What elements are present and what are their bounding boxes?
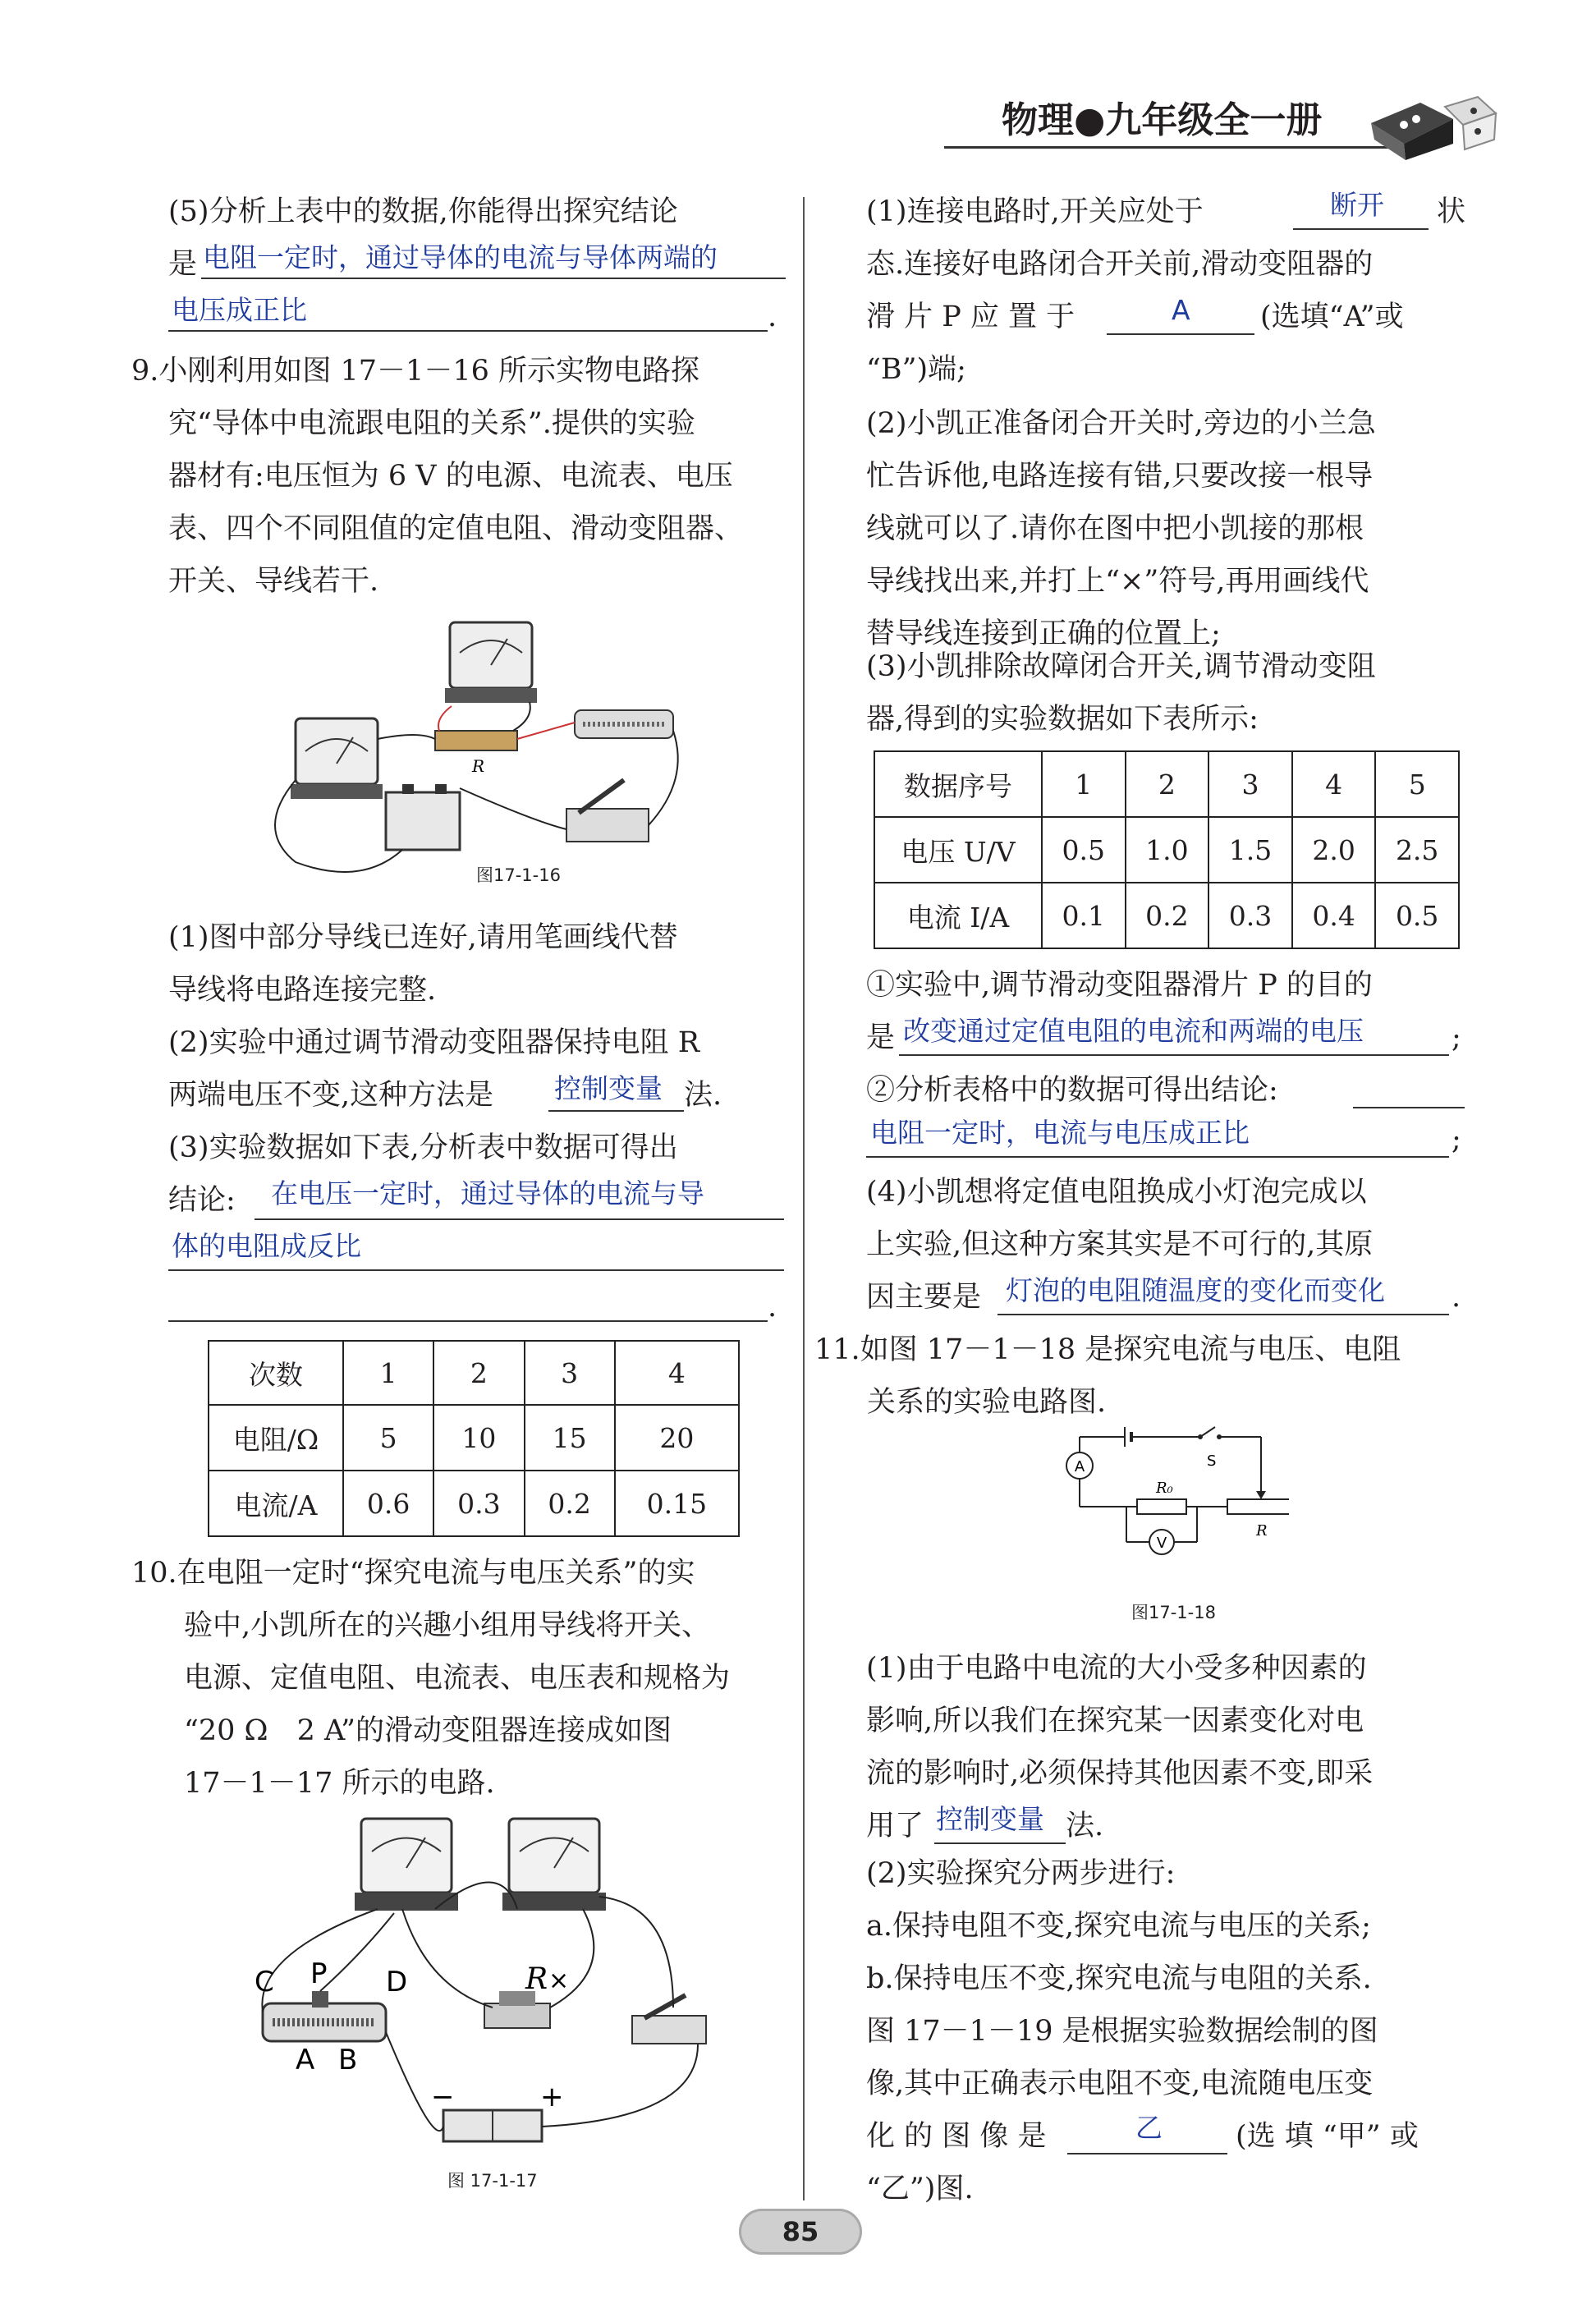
table-cell: 4 xyxy=(615,1341,739,1405)
q9-p3-answer-1: 在电压一定时，通过导体的电流与导 xyxy=(271,1177,704,1209)
q10-line-3: 电源、定值电阻、电流表、电压表和规格为 xyxy=(184,1662,731,1695)
q10-3-line-1: (3)小凯排除故障闭合开关,调节滑动变阻 xyxy=(866,650,1376,683)
q10-4-end: . xyxy=(1452,1281,1461,1314)
table-cell: 0.3 xyxy=(433,1471,524,1536)
table-cell: 电阻/Ω xyxy=(209,1405,343,1471)
q9-line-5: 开关、导线若干. xyxy=(168,565,379,598)
q9-p1-line2: 导线将电路连接完整. xyxy=(168,974,437,1007)
label-r: R xyxy=(525,1962,548,1996)
table-row xyxy=(209,1471,739,1536)
page-number-badge xyxy=(739,2209,862,2255)
q10-3-text xyxy=(866,640,1376,746)
table-cell: 0.6 xyxy=(343,1471,433,1536)
label-ammeter: A xyxy=(1074,1458,1085,1475)
table-cell: 次数 xyxy=(209,1341,343,1405)
q11-line-2: 关系的实验电路图. xyxy=(867,1386,1107,1419)
table-cell: 电压 U/V xyxy=(874,817,1042,883)
label-b: B xyxy=(338,2044,358,2076)
q11-p1 xyxy=(866,1642,1373,1800)
q9-line-2: 究“导体中电流跟电阻的关系”.提供的实验 xyxy=(168,407,695,440)
table-row xyxy=(874,883,1459,948)
label-d: D xyxy=(386,1966,408,1998)
table-cell: 2.5 xyxy=(1375,817,1459,883)
table-cell: 数据序号 xyxy=(874,751,1042,817)
q10-data-table xyxy=(874,750,1460,949)
q8-5-prefix: 是 xyxy=(168,248,198,281)
label-p: P xyxy=(310,1957,328,1990)
q10-1-line2: 态.连接好电路闭合开关前,滑动变阻器的 xyxy=(866,248,1374,281)
table-cell: 10 xyxy=(433,1405,524,1471)
q10-3-q1-end: ; xyxy=(1452,1021,1461,1054)
table-cell: 4 xyxy=(1292,751,1376,817)
q10-4-prefix: 因主要是 xyxy=(866,1281,982,1314)
q11-line-1: 11.如图 17－1－18 是探究电流与电压、电阻 xyxy=(814,1333,1401,1366)
table-row xyxy=(209,1405,739,1471)
q9-p3-end: . xyxy=(768,1291,777,1324)
header-title: 物理●九年级全一册 xyxy=(1002,99,1323,141)
header xyxy=(944,82,1535,156)
table-cell: 3 xyxy=(1208,751,1292,817)
table-cell: 2.0 xyxy=(1292,817,1376,883)
label-a: A xyxy=(296,2044,315,2076)
q10-4-line-1: (4)小凯想将定值电阻换成小灯泡完成以 xyxy=(866,1176,1367,1209)
figure-17-1-16-caption: 图17-1-16 xyxy=(476,865,561,885)
q9-stem xyxy=(131,345,743,608)
figure-17-1-16-label-r: R xyxy=(472,756,485,776)
q11-p2-answer: 乙 xyxy=(1135,2112,1163,2144)
q10-line-1: 10.在电阻一定时“探究电流与电压关系”的实 xyxy=(131,1557,695,1590)
q10-3-q1-line: ①实验中,调节滑动变阻器滑片 P 的目的 xyxy=(866,969,1373,1002)
q9-p2-line1: (2)实验中通过调节滑动变阻器保持电阻 R xyxy=(168,1026,700,1059)
q11-p2-line-5: 像,其中正确表示电阻不变,电流随电压变 xyxy=(866,2067,1374,2100)
table-cell: 1.5 xyxy=(1208,817,1292,883)
q11-p2-line-1: (2)实验探究分两步进行: xyxy=(866,1857,1176,1890)
cross-mark-icon: × xyxy=(548,1966,570,1995)
rheostat-symbol xyxy=(1227,1499,1289,1514)
column-divider xyxy=(803,197,805,2200)
switch-symbol xyxy=(1200,1427,1215,1437)
label-minus: − xyxy=(431,2081,455,2113)
q11-p2-prefix: 化 的 图 像 是 xyxy=(866,2120,1047,2153)
figure-17-1-17 xyxy=(238,1806,747,2168)
table-cell: 2 xyxy=(1126,751,1209,817)
q11-p1-answer: 控制变量 xyxy=(936,1803,1044,1835)
q10-2-text xyxy=(866,397,1376,660)
table-cell: 电流 I/A xyxy=(874,883,1042,948)
q11-p2-line-4: 图 17－1－19 是根据实验数据绘制的图 xyxy=(866,2015,1378,2048)
q9-data-table xyxy=(208,1340,740,1537)
label-rheostat: R xyxy=(1256,1522,1268,1540)
q10-line-2: 验中,小凯所在的兴趣小组用导线将开关、 xyxy=(184,1609,711,1642)
q8-5-end: . xyxy=(768,301,777,333)
q11-p2-last: “乙”)图. xyxy=(866,2173,974,2205)
q10-stem xyxy=(131,1547,730,1810)
q9-p2-prefix: 两端电压不变,这种方法是 xyxy=(168,1079,494,1112)
figure-17-1-18-caption: 图17-1-18 xyxy=(1131,1603,1216,1622)
switch-image xyxy=(566,780,649,842)
table-row xyxy=(209,1341,739,1405)
q10-3-q1-prefix: 是 xyxy=(866,1021,896,1054)
table-cell: 0.15 xyxy=(615,1471,739,1536)
q10-3-q2-answer-line0 xyxy=(1353,1107,1465,1108)
table-cell: 5 xyxy=(1375,751,1459,817)
q8-5-answer-1: 电阻一定时，通过导体的电流与导体两端的 xyxy=(203,241,718,273)
q9-line-4: 表、四个不同阻值的定值电阻、滑动变阻器、 xyxy=(168,512,744,545)
rheostat-image xyxy=(263,1991,386,2041)
q10-4-answer: 灯泡的电阻随温度的变化而变化 xyxy=(1006,1274,1385,1306)
q9-p1-line1: (1)图中部分导线已连好,请用笔画线代替 xyxy=(168,921,678,954)
q11-p1-line-1: (1)由于电路中电流的大小受多种因素的 xyxy=(866,1652,1367,1685)
table-cell: 1.0 xyxy=(1126,817,1209,883)
resistor-image xyxy=(435,731,517,750)
q10-1-line4: “B”)端; xyxy=(866,353,966,386)
q10-2-line-1: (2)小凯正准备闭合开关时,旁边的小兰急 xyxy=(866,407,1376,440)
q9-p2-suffix: 法. xyxy=(684,1079,722,1112)
battery-image xyxy=(386,784,460,850)
q10-3-q2-line: ②分析表格中的数据可得出结论: xyxy=(866,1074,1278,1107)
q9-p3-prefix: 结论: xyxy=(168,1184,236,1217)
table-row xyxy=(874,751,1459,817)
q10-4-line-2: 上实验,但这种方案其实是不可行的,其原 xyxy=(866,1228,1374,1261)
dice-icon xyxy=(1355,74,1502,164)
rheostat-image xyxy=(575,710,673,738)
ammeter-image xyxy=(291,718,383,799)
q9-p3-line1: (3)实验数据如下表,分析表中数据可得出 xyxy=(168,1131,678,1164)
q9-line-3: 器材有:电压恒为 6 V 的电源、电流表、电压 xyxy=(168,460,733,493)
voltmeter-image xyxy=(445,622,537,703)
q10-line-4: “20 Ω 2 A”的滑动变阻器连接成如图 xyxy=(184,1714,672,1747)
q10-3-q2-answer: 电阻一定时，电流与电压成正比 xyxy=(870,1117,1250,1149)
q11-p1-prefix: 用了 xyxy=(866,1810,924,1842)
q8-5-answer-2: 电压成正比 xyxy=(172,294,307,326)
table-cell: 20 xyxy=(615,1405,739,1471)
table-cell: 0.5 xyxy=(1375,883,1459,948)
ammeter-image xyxy=(502,1819,606,1911)
q9-p3-answer-2: 体的电阻成反比 xyxy=(172,1230,361,1262)
q10-1-answer1: 断开 xyxy=(1330,189,1384,221)
q10-2-line-2: 忙告诉他,电路连接有错,只要改接一根导 xyxy=(866,460,1374,493)
table-cell: 5 xyxy=(343,1405,433,1471)
figure-17-1-17-caption: 图 17-1-17 xyxy=(447,2171,538,2191)
table-cell: 2 xyxy=(433,1341,524,1405)
q9-p3-answer-line3 xyxy=(168,1320,768,1322)
table-row xyxy=(874,817,1459,883)
q10-2-line-5: 替导线连接到正确的位置上; xyxy=(866,617,1221,650)
table-cell: 3 xyxy=(525,1341,615,1405)
q10-1-answer2: A xyxy=(1172,294,1190,326)
table-cell: 0.2 xyxy=(525,1471,615,1536)
q10-4-text xyxy=(866,1166,1373,1271)
table-cell: 1 xyxy=(1042,751,1126,817)
q11-stem xyxy=(814,1324,1401,1429)
q10-3-q2-end: ; xyxy=(1452,1123,1461,1156)
resistor-image xyxy=(484,1991,550,2028)
q10-line-5: 17－1－17 所示的电路. xyxy=(184,1767,495,1800)
figure-17-1-16 xyxy=(263,616,706,895)
q10-3-q1-answer: 改变通过定值电阻的电流和两端的电压 xyxy=(903,1015,1364,1047)
q11-p2-line-2: a.保持电阻不变,探究电流与电压的关系; xyxy=(866,1910,1371,1943)
label-switch: S xyxy=(1207,1452,1217,1470)
label-voltmeter: V xyxy=(1156,1535,1167,1552)
q9-p2-answer: 控制变量 xyxy=(554,1072,663,1104)
table-cell: 15 xyxy=(525,1405,615,1471)
table-cell: 0.5 xyxy=(1042,817,1126,883)
q11-p1-line-2: 影响,所以我们在探究某一因素变化对电 xyxy=(866,1705,1364,1737)
table-cell: 1 xyxy=(343,1341,433,1405)
q8-5-line1: (5)分析上表中的数据,你能得出探究结论 xyxy=(168,195,678,228)
label-plus: + xyxy=(540,2081,564,2113)
q10-2-line-3: 线就可以了.请你在图中把小凯接的那根 xyxy=(866,512,1364,545)
battery-image xyxy=(443,2110,542,2141)
q10-3-line-2: 器,得到的实验数据如下表所示: xyxy=(866,703,1259,736)
resistor-r0-symbol xyxy=(1137,1499,1186,1514)
page-number: 85 xyxy=(782,2216,819,2247)
label-r0: R₀ xyxy=(1156,1480,1173,1497)
label-c: C xyxy=(255,1966,274,1998)
table-cell: 0.4 xyxy=(1292,883,1376,948)
q11-p1-suffix: 法. xyxy=(1066,1810,1104,1842)
table-cell: 0.2 xyxy=(1126,883,1209,948)
q11-p2 xyxy=(866,1847,1378,2110)
q10-1-suffix1: 状 xyxy=(1437,195,1466,228)
q11-p2-suffix: (选 填 “甲” 或 xyxy=(1236,2120,1419,2153)
q10-1-prefix: (1)连接电路时,开关应处于 xyxy=(866,195,1204,228)
q10-2-line-4: 导线找出来,并打上“×”符号,再用画线代 xyxy=(866,565,1369,598)
table-cell: 电流/A xyxy=(209,1471,343,1536)
q9-line-1: 9.小刚利用如图 17－1－16 所示实物电路探 xyxy=(131,355,699,388)
q10-1-line3-prefix: 滑 片 P 应 置 于 xyxy=(866,301,1075,333)
table-cell: 0.1 xyxy=(1042,883,1126,948)
table-cell: 0.3 xyxy=(1208,883,1292,948)
q11-p2-line-3: b.保持电压不变,探究电流与电阻的关系. xyxy=(866,1962,1372,1995)
header-rule xyxy=(944,146,1404,149)
figure-17-1-18 xyxy=(1051,1420,1289,1576)
q11-p1-line-3: 流的影响时,必须保持其他因素不变,即采 xyxy=(866,1757,1374,1790)
voltmeter-image xyxy=(355,1819,458,1911)
switch-image xyxy=(632,1995,706,2044)
q10-1-line3-suffix: (选填“A”或 xyxy=(1260,301,1404,333)
